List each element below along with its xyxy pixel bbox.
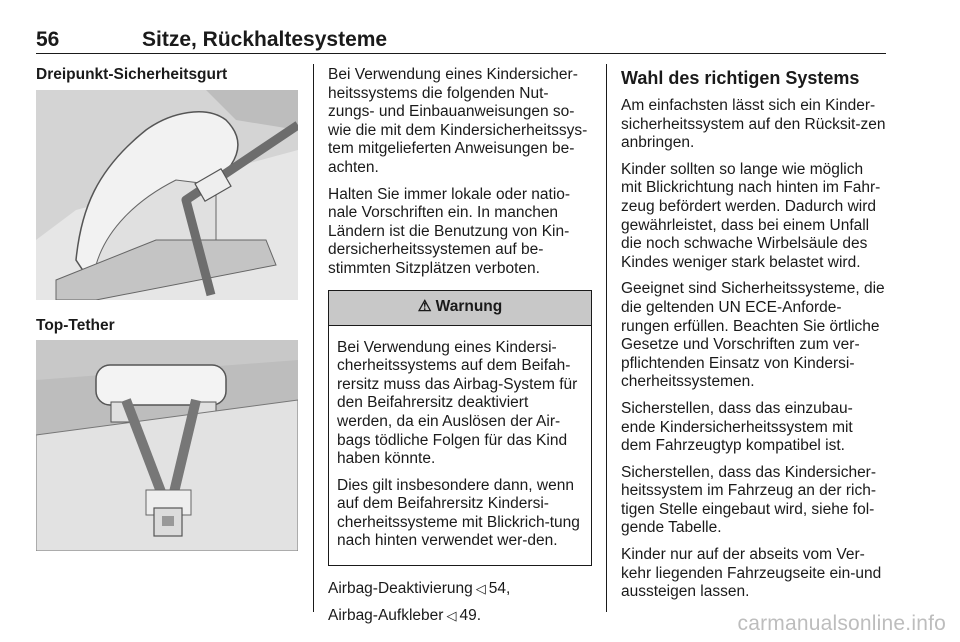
page-header — [36, 28, 886, 50]
reference-text: Airbag-Aufkleber — [328, 606, 444, 624]
top-tether-illustration — [36, 340, 298, 551]
cross-reference-airbag-deactivation[interactable] — [328, 580, 592, 599]
warning-header — [329, 291, 591, 326]
column-system-selection — [621, 66, 887, 610]
warning-body — [329, 326, 591, 566]
figure-top-tether — [36, 340, 298, 551]
figure-caption-top-tether: Top-Tether — [36, 316, 115, 334]
reference-text: Airbag-Deaktivierung — [328, 580, 473, 598]
child-seat-illustration — [36, 90, 298, 300]
paragraph: Sicherstellen, dass das einzubau-ende Kindersicherheitssystem mit dem Fahrzeugtyp kompatibel ist. — [621, 399, 853, 455]
paragraph: Halten Sie immer lokale oder natio-nale Vorschriften ein. In manchen Ländern ist die Benutzung von Kin-dersicherheitssystemen auf be-stimmten Sitzplätzen verboten. — [328, 185, 571, 277]
subsection-heading: Wahl des richtigen Systems — [621, 68, 860, 88]
reference-arrow-icon: ◁ — [475, 581, 486, 597]
paragraph: Kinder nur auf der abseits vom Ver-kehr liegenden Fahrzeugseite ein-und aussteigen lassen. — [621, 546, 882, 601]
paragraph: Bei Verwendung eines Kindersicher-heitssystems die folgenden Nut-zungs- und Einbauanweisungen so-wie die mit dem Kindersicherheitssys-tem mitgelieferten Anweisungen be-achten. — [328, 66, 588, 176]
reference-arrow-icon: ◁ — [446, 607, 457, 623]
column-figures — [36, 66, 298, 551]
header-divider — [36, 53, 886, 54]
figure-caption-three-point-belt: Dreipunkt-Sicherheitsgurt — [36, 66, 228, 83]
section-title: Sitze, Rückhaltesysteme — [142, 28, 388, 51]
warning-box — [328, 290, 592, 567]
warning-paragraph: Bei Verwendung eines Kindersi-cherheitssystems auf dem Beifah-rersitz muss das Airbag-System für den Beifahrersitz deaktiviert werden, da ein Auslösen der Air-bags tödliche Folgen für das Kind haben könnte. — [337, 338, 578, 468]
column-divider-1 — [313, 64, 314, 612]
warning-icon: ⚠ — [417, 298, 432, 316]
paragraph: Kinder sollten so lange wie möglich mit Blickrichtung nach hinten im Fahr-zeug befördert werden. Dadurch wird gewährleistet, dass bei einem Unfall die noch schwache Wirbelsäule des Kindes weniger stark belastet wird. — [621, 160, 881, 271]
figure-three-point-belt — [36, 90, 298, 300]
warning-title: Warnung — [435, 298, 503, 316]
paragraph: Geeignet sind Sicherheitssysteme, die die geltenden UN ECE-Anforde-rungen erfüllen. Beachten Sie örtliche Gesetze und Vorschriften zum ver-pflichtenden Einsatz von Kindersi-cherheitssystemen. — [621, 280, 885, 391]
page-number: 56 — [36, 28, 60, 51]
reference-page: 49. — [459, 606, 482, 624]
cross-reference-airbag-label[interactable] — [328, 607, 592, 626]
paragraph: Sicherstellen, dass das Kindersicher-heitssystem im Fahrzeug an der rich-tigen Stelle eingebaut wird, siehe fol-gende Tabelle. — [621, 463, 877, 537]
column-divider-2 — [606, 64, 607, 612]
reference-page: 54, — [488, 580, 511, 598]
paragraph: Am einfachsten lässt sich ein Kinder-sicherheitssystem auf den Rücksit-zen anbringen. — [621, 97, 886, 152]
column-instructions — [328, 66, 592, 633]
warning-paragraph: Dies gilt insbesondere dann, wenn auf dem Beifahrersitz Kindersi-cherheitssysteme mit Blickrich-tung nach hinten verwendet wer-den. — [337, 476, 580, 550]
watermark: carmanualsonline.info — [737, 612, 946, 635]
